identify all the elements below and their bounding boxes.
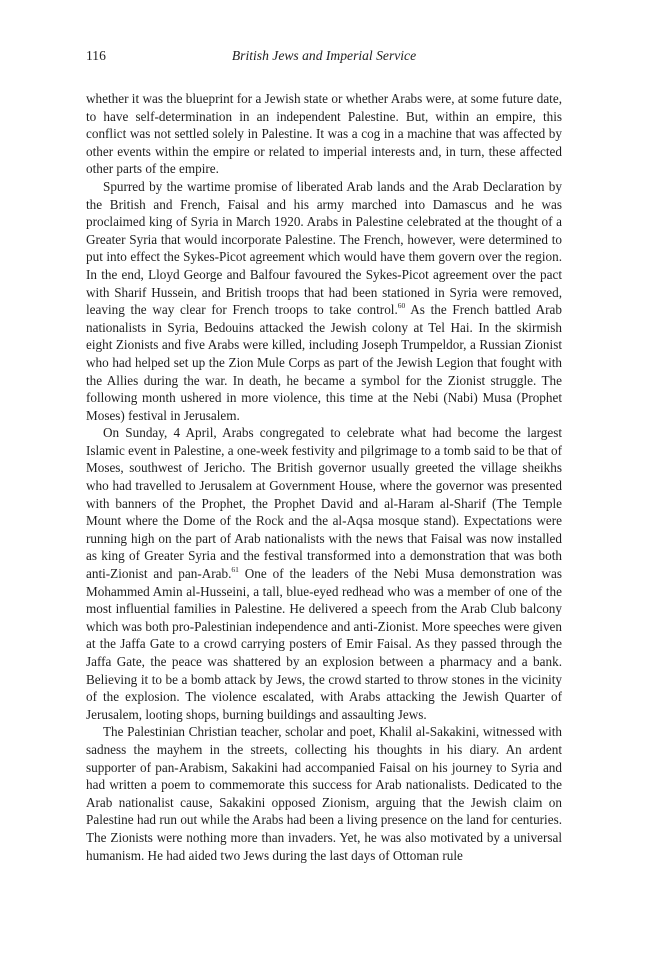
paragraph-text: whether it was the blueprint for a Jewish state or whether Arabs were, at some future date, to have self-determination in an independent Palestine. But, within an empire, this conflict was not settled solely in Palestine. It was a cog in a machine that was affected by other events within the empire or related to imperial interests and, in turn, these affected other parts of the empire.: [86, 91, 562, 177]
body-text: [86, 90, 562, 864]
paragraph-4: [86, 723, 562, 864]
running-head: [86, 46, 562, 66]
running-title: British Jews and Imperial Service: [231, 48, 417, 63]
paragraph-text: Spurred by the wartime promise of liberated Arab lands and the Arab Declaration by the British and French, Faisal and his army marched into Damascus and he was proclaimed king of Syria in March 1920. Arabs in Palestine celebrated at the thought of a Greater Syria that would incorporate Palestine. The French, however, were determined to put into effect the Sykes-Picot agreement which would have them govern over the region. In the end, Lloyd George and Balfour favoured the Sykes-Picot agreement over the pact with Sharif Hussein, and British troops that had been stationed in Syria were removed, leaving the way clear for French troops to take control.: [86, 178, 562, 318]
paragraph-3: [86, 424, 562, 723]
footnote-marker[interactable]: 60: [397, 300, 406, 310]
paragraph-text: As the French battled Arab nationalists in Syria, Bedouins attacked the Jewish colony at Tel Hai. In the skirmish eight Zionists and five Arabs were killed, including Joseph Trumpeldor, a Russian Zionist who had helped set up the Zion Mule Corps as part of the Jewish Legion that fought with the Allies during the war. In death, he became a symbol for the Zionist struggle. The following month ushered in more violence, this time at the Nebi (Nabi) Musa (Prophet Moses) festival in Jerusalem.: [86, 302, 562, 423]
paragraph-text: The Palestinian Christian teacher, scholar and poet, Khalil al-Sakakini, witnessed with sadness the mayhem in the streets, collecting his thoughts in his diary. An ardent supporter of pan-Arabism, Sakakini had accompanied Faisal on his journey to Syria and had written a poem to commemorate this success for Arab nationalists. Dedicated to the Arab nationalist cause, Sakakini opposed Zionism, arguing that the Jewish claim on Palestine had run out while the Arabs had been a living presence on the land for centuries. The Zionists were nothing more than invaders. Yet, he was also motivated by a universal humanism. He had aided two Jews during the last days of Ottoman rule: [86, 724, 562, 863]
page-number: 116: [86, 48, 106, 63]
paragraph-text: On Sunday, 4 April, Arabs congregated to celebrate what had become the largest Islamic event in Palestine, a one-week festivity and pilgrimage to a tomb said to be that of Moses, southwest of Jericho. The British governor usually greeted the village sheikhs who had travelled to Jerusalem at Government House, where the governor was presented with banners of the Prophet, the Prophet David and al-Haram al-Sharif (The Temple Mount where the Dome of the Rock and the al-Aqsa mosque stand). Expectations were running high on the part of Arab nationalists with the news that Faisal was now installed as king of Greater Syria and the festival transformed into a demonstration that was both anti-Zionist and pan-Arab.: [86, 425, 562, 582]
paragraph-1: [86, 90, 562, 178]
paragraph-text: One of the leaders of the Nebi Musa demonstration was Mohammed Amin al-Husseini, a tall, blue-eyed redhead who was a member of one of the most influential families in Palestine. He delivered a speech from the Arab Club balcony which was both pro-Palestinian independence and anti-Zionist. More speeches were given at the Jaffa Gate to a crowd carrying posters of Emir Faisal. As they passed through the Jaffa Gate, the peace was shattered by an explosion between a pharmacy and a bank. Believing it to be a bomb attack by Jews, the crowd started to throw stones in the vicinity of the explosion. The violence escalated, with Arabs attacking the Jewish Quarter of Jerusalem, looting shops, burning buildings and assaulting Jews.: [86, 566, 562, 722]
footnote-marker[interactable]: 61: [231, 564, 239, 574]
paragraph-2: [86, 178, 562, 424]
